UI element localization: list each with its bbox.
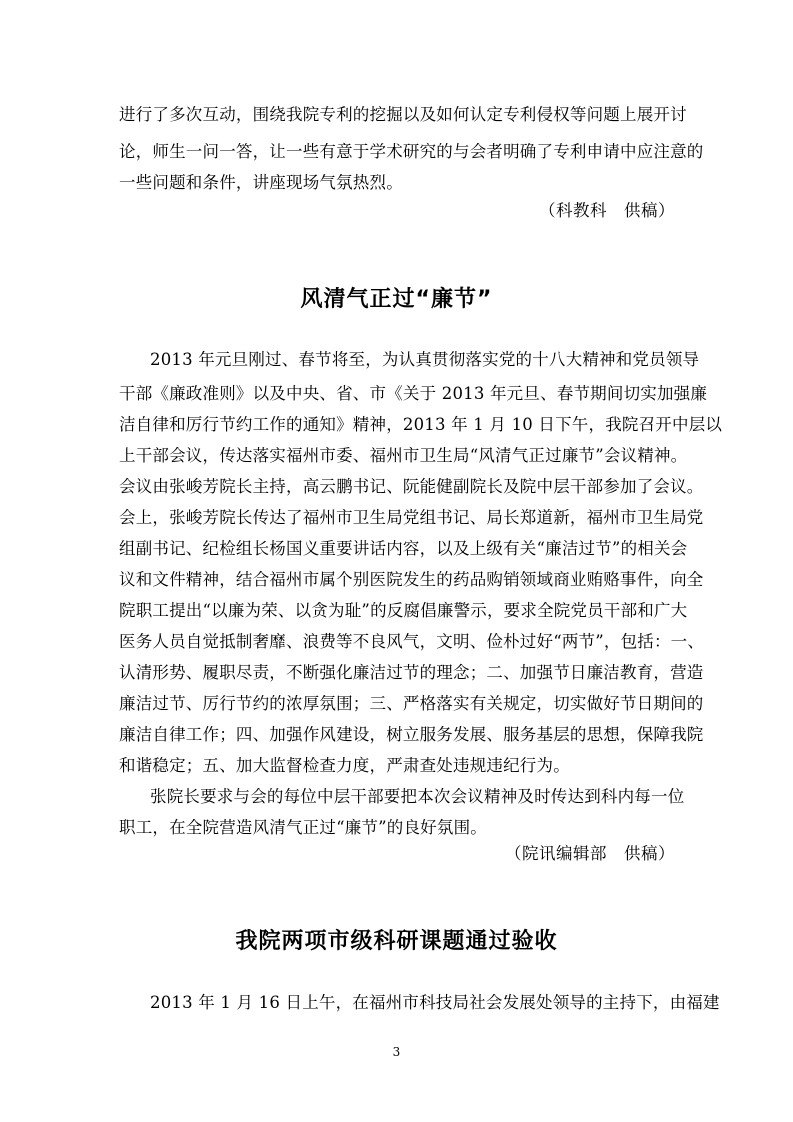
paragraph-line: 进行了多次互动，围绕我院专利的挖掘以及如何认定专利侵权等问题上展开讨 [119,105,687,124]
paragraph-line: 院职工提出“以廉为荣、以贪为耻”的反腐倡廉警示，要求全院党员干部和广大 [119,601,688,620]
paragraph-line: 廉洁过节、厉行节约的浓厚氛围；三、严格落实有关规定，切实做好节日期间的 [119,694,704,713]
paragraph-line: 医务人员自觉抵制奢靡、浪费等不良风气，文明、俭朴过好“两节”，包括：一、 [119,632,705,651]
page-number: 3 [392,1045,401,1059]
paragraph-line: 和谐稳定；五、加大监督检查力度，严肃查处违规违纪行为。 [119,756,570,775]
paragraph-line: 洁自律和厉行节约工作的通知》精神，2013 年 1 月 10 日下午，我院召开中层以 [119,415,723,434]
paragraph-line: 一些问题和条件，讲座现场气氛热烈。 [119,173,403,192]
paragraph-line: 会上，张峻芳院长传达了福州市卫生局党组书记、局长郑道新，福州市卫生局党 [119,508,704,527]
paragraph-line: 组副书记、纪检组长杨国义重要讲话内容，以及上级有关“廉洁过节”的相关会 [119,539,688,558]
paragraph-line: 2013 年 1 月 16 日上午，在福州市科技局社会发展处领导的主持下，由福建 [150,993,720,1012]
paragraph-line: 廉洁自律工作；四、加强作风建设，树立服务发展、服务基层的思想，保障我院 [119,725,704,744]
paragraph-line: 张院长要求与会的每位中层干部要把本次会议精神及时传达到科内每一位 [150,787,685,806]
paragraph-line: 论，师生一问一答，让一些有意于学术研究的与会者明确了专利申请中应注意的 [119,142,704,161]
paragraph-line: 上干部会议，传达落实福州市委、福州市卫生局“风清气正过廉节”会议精神。 [119,446,688,465]
paragraph-line: 议和文件精神，结合福州市属个别医院发生的药品购销领域商业贿赂事件，向全 [119,570,704,589]
paragraph-line: 2013 年元旦刚过、春节将至，为认真贯彻落实党的十八大精神和党员领导 [150,350,700,369]
article-title: 风清气正过“廉节” [300,287,493,312]
paragraph-line: 干部《廉政准则》以及中央、省、市《关于 2013 年元旦、春节期间切实加强廉 [119,384,708,403]
paragraph-line: 会议由张峻芳院长主持，高云鹏书记、阮能健副院长及院中层干部参加了会议。 [119,477,704,496]
article-credit: （科教科 供稿） [539,201,675,220]
paragraph-line: 认清形势、履职尽责，不断强化廉洁过节的理念；二、加强节日廉洁教育，营造 [119,663,704,682]
paragraph-line: 职工，在全院营造风清气正过“廉节”的良好氛围。 [119,818,487,837]
article-credit: （院讯编辑部 供稿） [505,844,675,863]
article-title: 我院两项市级科研课题通过验收 [235,929,558,954]
